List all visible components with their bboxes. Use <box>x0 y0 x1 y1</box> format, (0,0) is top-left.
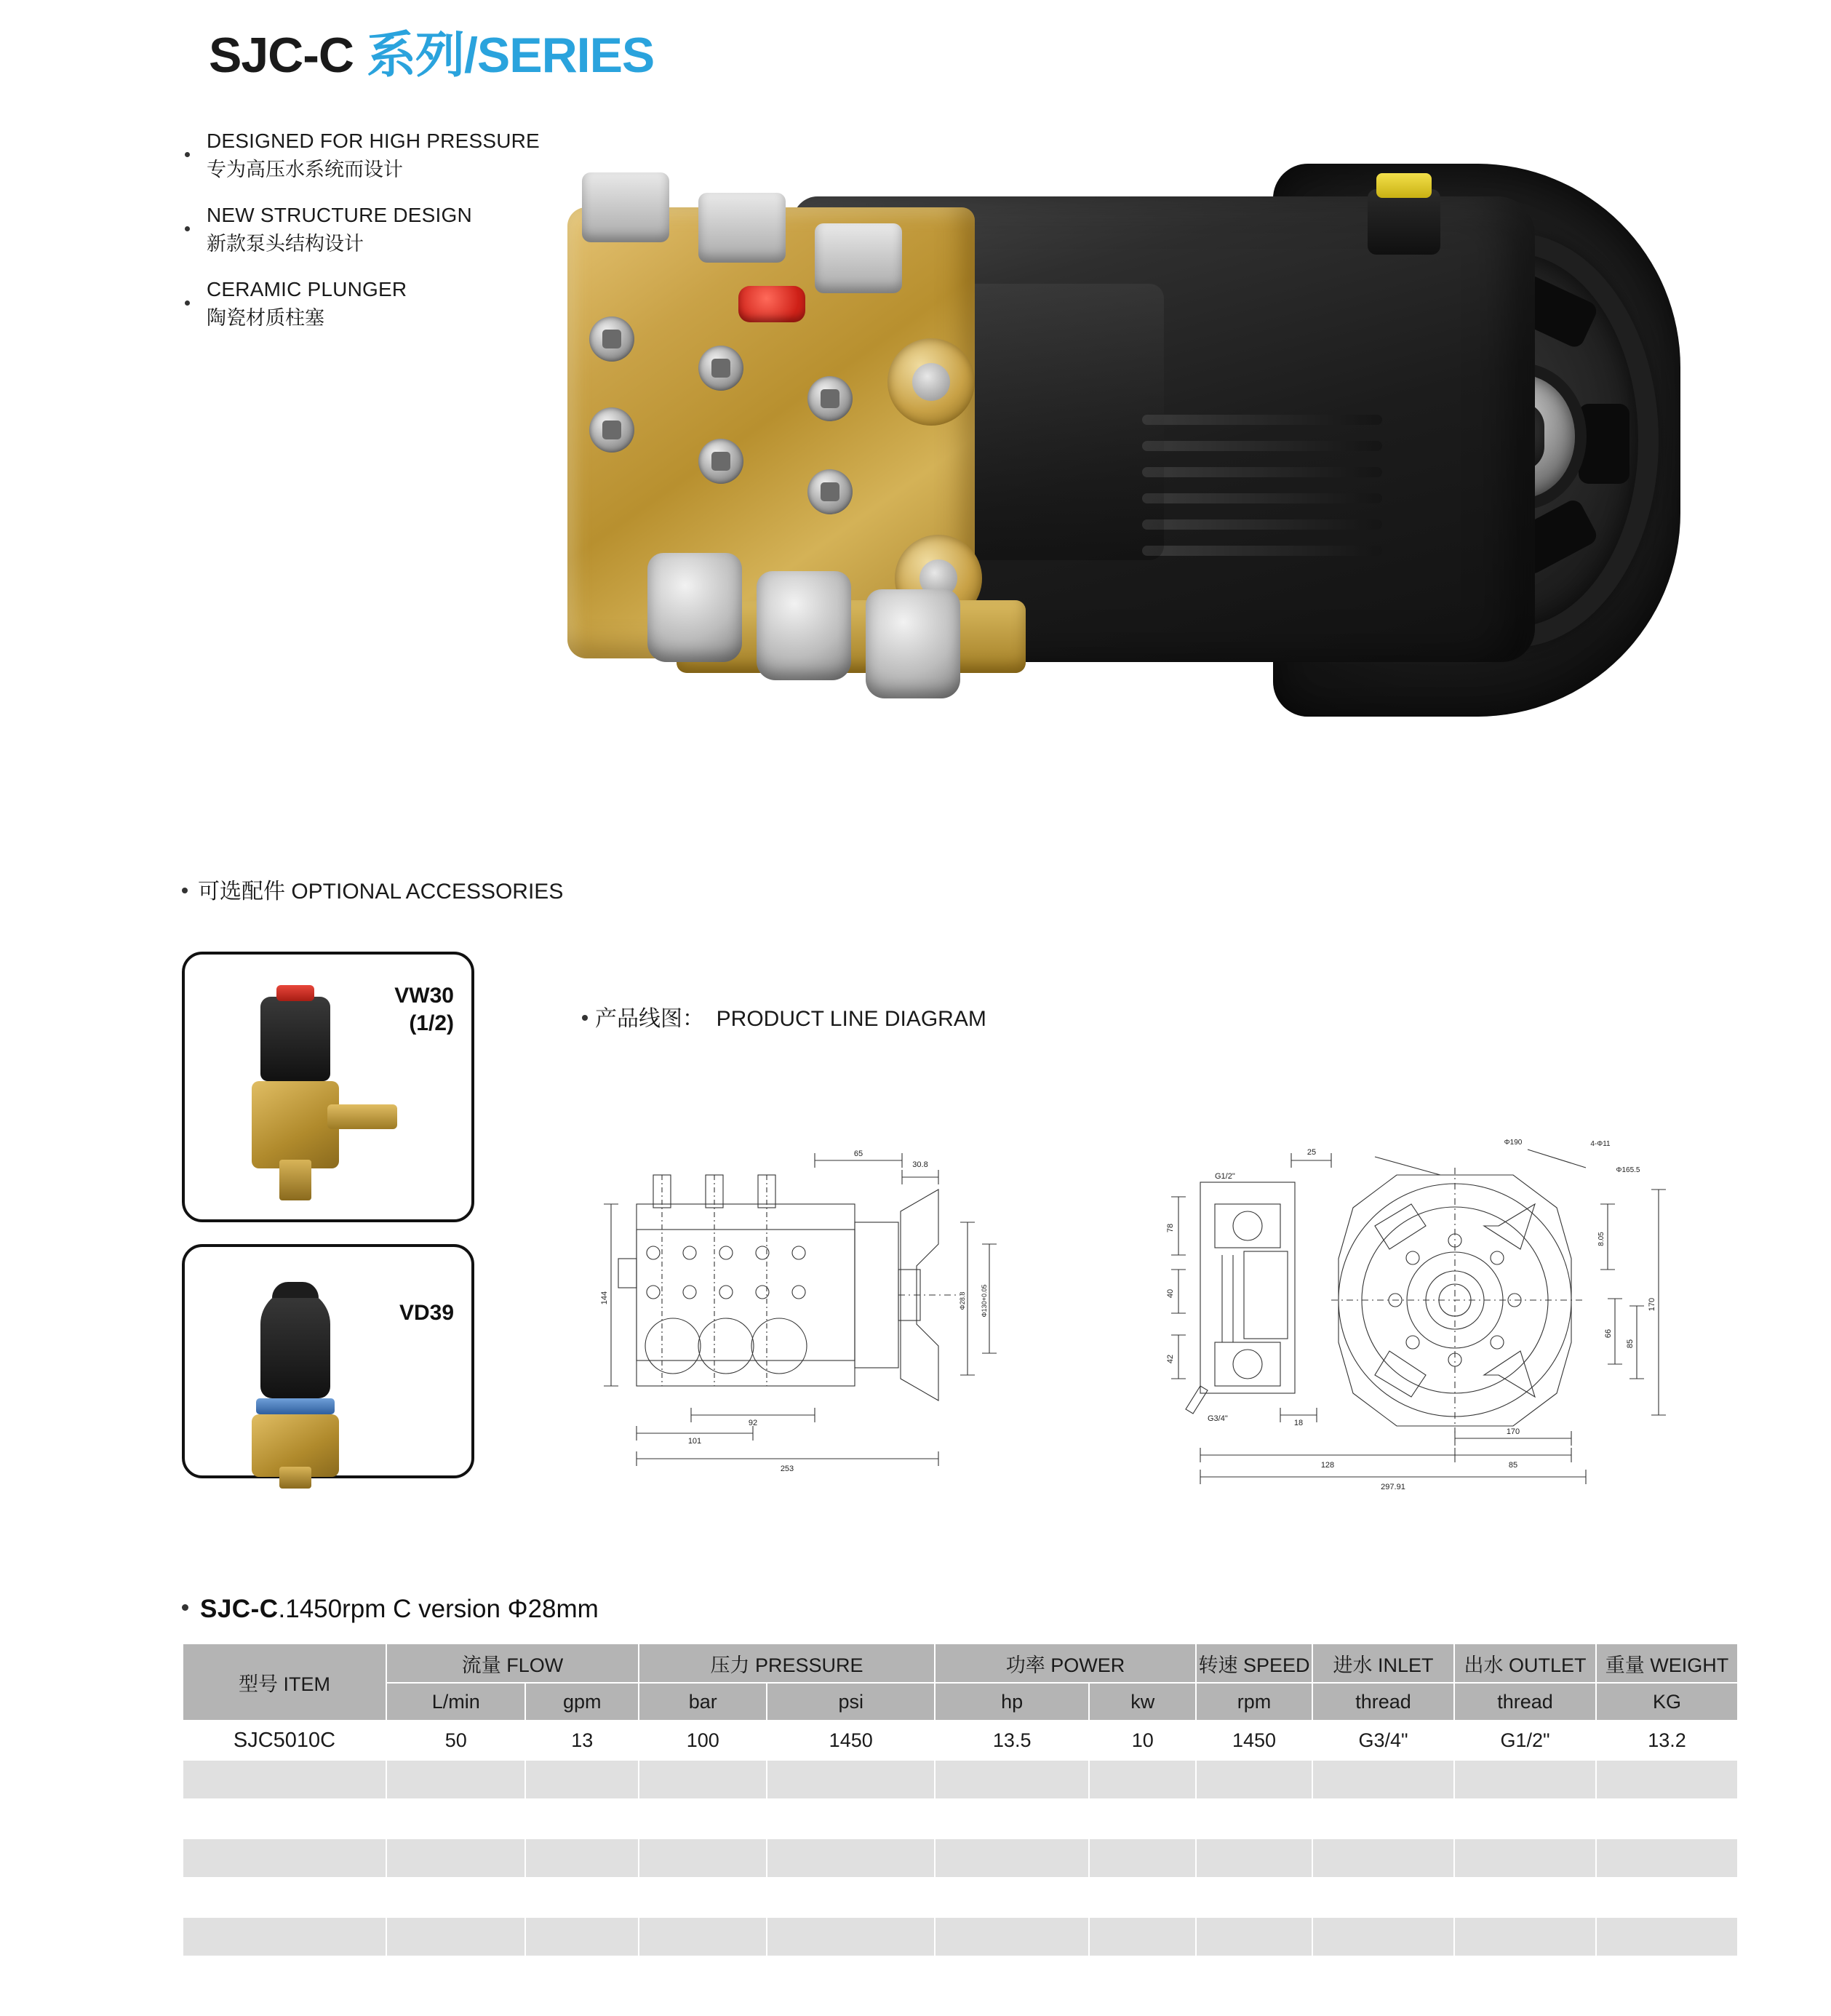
header-pressure: 压力 PRESSURE <box>639 1644 935 1683</box>
cell-gpm: 13 <box>525 1721 639 1760</box>
feature-text-en: NEW STRUCTURE DESIGN <box>207 204 472 227</box>
cell-psi <box>767 1760 934 1799</box>
page-title-series-en: SERIES <box>476 28 655 83</box>
spec-table <box>182 1643 1739 1957</box>
dim-30-8: 30.8 <box>912 1160 928 1169</box>
cell-gpm <box>525 1799 639 1838</box>
cell-rpm <box>1196 1878 1312 1917</box>
cell-outlet <box>1454 1917 1596 1956</box>
spec-header-row-units <box>183 1683 1738 1721</box>
accessory-label-line1: VW30 <box>394 984 454 1008</box>
spec-heading <box>182 1595 599 1624</box>
feature-text-cn: 专为高压水系统而设计 <box>207 158 403 180</box>
unit-inlet-thread: thread <box>1312 1683 1454 1721</box>
technical-drawing-front-view <box>1135 1124 1688 1495</box>
feature-text-cn: 新款泵头结构设计 <box>207 233 364 255</box>
dim-66: 66 <box>1604 1328 1613 1339</box>
cell-inlet <box>1312 1878 1454 1917</box>
cell-bar: 100 <box>639 1721 767 1760</box>
accessory-label <box>394 982 454 1037</box>
bolt-icon <box>807 376 853 421</box>
dim-130: Φ130+0.05 <box>981 1284 988 1318</box>
unit-lmin: L/min <box>386 1683 525 1721</box>
cell-lmin <box>386 1838 525 1878</box>
cell-psi: 1450 <box>767 1721 934 1760</box>
accessory-card-vw30 <box>182 952 474 1222</box>
header-flow: 流量 FLOW <box>386 1644 639 1683</box>
cell-outlet <box>1454 1760 1596 1799</box>
dim-holes: 4-Φ11 <box>1590 1140 1611 1148</box>
optional-accessories-label: 可选配件 OPTIONAL ACCESSORIES <box>198 880 564 904</box>
cell-outlet <box>1454 1799 1596 1838</box>
cell-lmin <box>386 1878 525 1917</box>
dim-170-right: 170 <box>1648 1297 1656 1312</box>
accessory-card-vd39 <box>182 1244 474 1478</box>
cell-rpm <box>1196 1838 1312 1878</box>
product-line-diagram-heading <box>582 1000 986 1032</box>
cell-gpm <box>525 1838 639 1878</box>
cell-inlet: G3/4" <box>1312 1721 1454 1760</box>
vd39-illustration <box>218 1272 371 1490</box>
cell-kg: 13.2 <box>1596 1721 1738 1760</box>
dim-128: 128 <box>1320 1461 1335 1470</box>
bullet-dot-icon <box>182 1604 188 1611</box>
cell-bar <box>639 1838 767 1878</box>
cell-gpm <box>525 1760 639 1799</box>
page-title-model: SJC-C <box>209 28 367 83</box>
optional-accessories-heading <box>182 873 563 905</box>
header-weight: 重量 WEIGHT <box>1596 1644 1738 1683</box>
dim-8-05: 8.05 <box>1597 1232 1605 1246</box>
valve-knob <box>260 1289 330 1398</box>
table-row <box>183 1721 1738 1760</box>
valve-knob <box>260 997 330 1081</box>
bullet-dot-icon <box>185 226 190 231</box>
unit-kg: KG <box>1596 1683 1738 1721</box>
cell-item <box>183 1799 386 1838</box>
dim-253: 253 <box>780 1465 794 1473</box>
unit-rpm: rpm <box>1196 1683 1312 1721</box>
valve-arm <box>327 1104 397 1129</box>
valve-stem <box>279 1467 311 1489</box>
table-row <box>183 1878 1738 1917</box>
cell-item <box>183 1878 386 1917</box>
plunger-cylinder <box>866 589 960 698</box>
spec-table-head <box>183 1644 1738 1721</box>
dim-92: 92 <box>748 1419 758 1427</box>
dim-101: 101 <box>687 1437 702 1446</box>
accessory-label-line2: (1/2) <box>409 1011 454 1035</box>
dim-25: 25 <box>1307 1148 1317 1157</box>
pld-heading-cn: 产品线图： <box>595 1007 704 1031</box>
cell-kw: 10 <box>1089 1721 1196 1760</box>
cell-item <box>183 1760 386 1799</box>
outlet-thread-callout: G3/4" <box>1208 1414 1228 1423</box>
bell-slot <box>1579 404 1629 484</box>
cell-item <box>183 1838 386 1878</box>
unit-outlet-thread: thread <box>1454 1683 1596 1721</box>
cell-kw <box>1089 1760 1196 1799</box>
inlet-thread-callout: G1/2" <box>1215 1172 1235 1181</box>
cell-kg <box>1596 1799 1738 1838</box>
product-photo <box>466 120 1673 848</box>
cell-psi <box>767 1878 934 1917</box>
cell-bar <box>639 1799 767 1838</box>
cell-kg <box>1596 1838 1738 1878</box>
cell-inlet <box>1312 1838 1454 1878</box>
relief-valve-cap <box>738 286 805 322</box>
cell-gpm <box>525 1917 639 1956</box>
technical-drawing-side-view <box>597 1135 1106 1491</box>
dim-144: 144 <box>600 1291 609 1305</box>
cell-outlet <box>1454 1838 1596 1878</box>
unit-kw: kw <box>1089 1683 1196 1721</box>
spec-heading-rest: .1450rpm C version Φ28mm <box>278 1595 599 1623</box>
cell-outlet: G1/2" <box>1454 1721 1596 1760</box>
cell-kw <box>1089 1799 1196 1838</box>
cell-hp <box>935 1838 1090 1878</box>
vw30-illustration <box>218 979 371 1198</box>
cell-hp <box>935 1799 1090 1838</box>
bullet-dot-icon <box>185 152 190 157</box>
dim-40: 40 <box>1166 1288 1175 1299</box>
dim-78: 78 <box>1166 1223 1175 1233</box>
bullet-dot-icon <box>182 888 188 893</box>
table-row <box>183 1799 1738 1838</box>
dim-85: 85 <box>1508 1461 1518 1470</box>
cell-psi <box>767 1838 934 1878</box>
spec-heading-model: SJC-C <box>200 1595 279 1623</box>
cell-kw <box>1089 1838 1196 1878</box>
bolt-icon <box>807 469 853 514</box>
cell-item <box>183 1917 386 1956</box>
cell-hp <box>935 1917 1090 1956</box>
bolt-icon <box>589 316 634 362</box>
plunger-cylinder <box>757 571 851 680</box>
oil-cap-icon <box>1368 189 1440 255</box>
cell-kw <box>1089 1917 1196 1956</box>
bullet-dot-icon <box>582 1015 588 1021</box>
cell-bar <box>639 1917 767 1956</box>
unit-hp: hp <box>935 1683 1090 1721</box>
cell-hp: 13.5 <box>935 1721 1090 1760</box>
feature-text-en: DESIGNED FOR HIGH PRESSURE <box>207 130 540 152</box>
cell-kg <box>1596 1917 1738 1956</box>
cell-rpm <box>1196 1917 1312 1956</box>
dim-18: 18 <box>1293 1419 1304 1427</box>
cell-item: SJC5010C <box>183 1721 386 1760</box>
dim-28-8: Φ28.8 <box>959 1291 966 1310</box>
plunger-cylinder <box>647 553 742 662</box>
page-title <box>209 16 654 87</box>
cell-rpm: 1450 <box>1196 1721 1312 1760</box>
cell-rpm <box>1196 1760 1312 1799</box>
accessory-label <box>399 1299 454 1327</box>
valve-stem <box>279 1160 311 1200</box>
page-title-series-cn: 系列 <box>366 28 464 83</box>
cell-psi <box>767 1917 934 1956</box>
header-inlet: 进水 INLET <box>1312 1644 1454 1683</box>
dim-190: Φ190 <box>1504 1139 1523 1147</box>
bolt-icon <box>698 346 743 391</box>
dim-65: 65 <box>853 1150 863 1158</box>
bolt-icon <box>589 407 634 453</box>
unit-psi: psi <box>767 1683 934 1721</box>
dim-170: 170 <box>1506 1427 1520 1436</box>
valve-blue-ring <box>256 1398 335 1414</box>
feature-text-en: CERAMIC PLUNGER <box>207 278 407 301</box>
table-row <box>183 1917 1738 1956</box>
header-item: 型号 ITEM <box>183 1644 386 1721</box>
bullet-dot-icon <box>185 300 190 306</box>
dim-297-91: 297.91 <box>1381 1483 1405 1491</box>
outlet-port <box>887 338 975 426</box>
dim-85-right: 85 <box>1626 1339 1635 1349</box>
cell-lmin <box>386 1917 525 1956</box>
housing-ribs <box>1142 415 1382 633</box>
cell-kg <box>1596 1760 1738 1799</box>
cell-lmin <box>386 1760 525 1799</box>
cell-kw <box>1089 1878 1196 1917</box>
cell-kg <box>1596 1878 1738 1917</box>
cell-gpm <box>525 1878 639 1917</box>
page-title-slash: / <box>463 28 477 83</box>
table-row <box>183 1760 1738 1799</box>
valve-body <box>252 1081 339 1168</box>
cell-outlet <box>1454 1878 1596 1917</box>
dim-165-5: Φ165.5 <box>1616 1166 1640 1174</box>
cell-bar <box>639 1878 767 1917</box>
hex-cap <box>698 193 786 263</box>
cell-inlet <box>1312 1760 1454 1799</box>
dim-42: 42 <box>1166 1354 1175 1364</box>
header-outlet: 出水 OUTLET <box>1454 1644 1596 1683</box>
cell-bar <box>639 1760 767 1799</box>
unit-bar: bar <box>639 1683 767 1721</box>
cell-inlet <box>1312 1917 1454 1956</box>
cell-rpm <box>1196 1799 1312 1838</box>
cell-psi <box>767 1799 934 1838</box>
cell-inlet <box>1312 1799 1454 1838</box>
cell-lmin <box>386 1799 525 1838</box>
unit-gpm: gpm <box>525 1683 639 1721</box>
table-row <box>183 1838 1738 1878</box>
spec-table-body <box>183 1721 1738 1956</box>
cell-hp <box>935 1760 1090 1799</box>
header-power: 功率 POWER <box>935 1644 1196 1683</box>
bolt-icon <box>698 439 743 484</box>
cell-hp <box>935 1878 1090 1917</box>
header-speed: 转速 SPEED <box>1196 1644 1312 1683</box>
pld-heading-en: PRODUCT LINE DIAGRAM <box>716 1007 986 1031</box>
hex-cap <box>815 223 902 293</box>
spec-header-row-groups <box>183 1644 1738 1683</box>
accessory-label-line1: VD39 <box>399 1301 454 1325</box>
cell-lmin: 50 <box>386 1721 525 1760</box>
feature-text-cn: 陶瓷材质柱塞 <box>207 307 324 330</box>
hex-cap <box>582 172 669 242</box>
